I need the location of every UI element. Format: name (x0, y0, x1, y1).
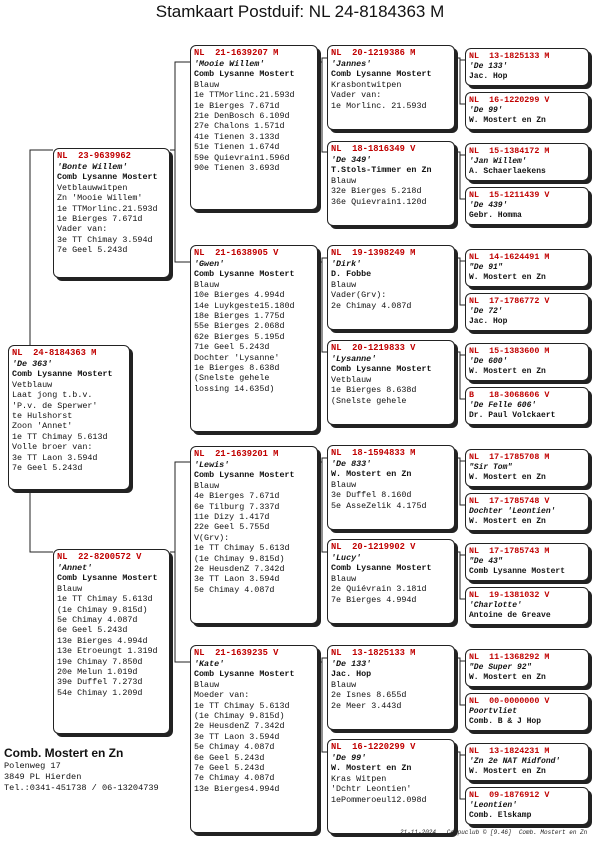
pigeon-card (327, 340, 455, 425)
connector-line (455, 552, 465, 599)
pigeon-name: 'De 99' (469, 105, 503, 115)
pigeon-card (465, 543, 589, 581)
owner-name: Comb Lysanne Mostert (57, 172, 158, 183)
pigeon-name: 'De 72' (469, 306, 503, 316)
pedigree-line: 1e TTMorlinc.21.593d (57, 203, 158, 214)
pigeon-name: "Sir Tom" (469, 462, 513, 472)
connector-line (318, 58, 327, 62)
pedigree-line: 59e Quievrain1.596d (194, 152, 290, 163)
pedigree-line: 39e Duffel 7.273d (57, 677, 143, 688)
pedigree-line: 1e Bierges 8.638d (331, 385, 417, 396)
pedigree-line: 19e Chimay 7.850d (57, 656, 143, 667)
pedigree-line: 'Dchtr Leontien' (331, 784, 412, 795)
connector-line (318, 658, 327, 662)
pigeon-card (327, 739, 455, 834)
pedigree-line: 71e Geel 5.243d (194, 342, 270, 353)
breeder-name: Comb. Mostert en Zn (4, 746, 124, 760)
owner-name: W. Mostert en Zn (469, 516, 546, 526)
connector-line (318, 458, 327, 462)
pigeon-card (190, 446, 318, 624)
connector-line (170, 552, 190, 662)
pedigree-line: (Snelste gehele (331, 395, 407, 406)
ring-number: NL 00-0000000 V (469, 696, 550, 706)
owner-name: Gebr. Homma (469, 210, 522, 220)
pedigree-line: 7e Chimay 4.087d (194, 773, 275, 784)
pedigree-line: (1e Chimay 9.815d) (194, 711, 285, 722)
connector-line (455, 752, 465, 799)
pigeon-name: 'De 133' (331, 659, 372, 669)
pedigree-line: 1e Morlinc. 21.593d (331, 100, 427, 111)
pedigree-line: 5e AsseZelik 4.175d (331, 500, 427, 511)
pigeon-name: 'Lysanne' (331, 354, 377, 364)
pigeon-name: 'Charlotte' (469, 600, 522, 610)
ring-number: NL 18-1816349 V (331, 144, 416, 154)
owner-name: Comb. B & J Hop (469, 716, 542, 726)
connector-line (318, 662, 327, 752)
owner-name: W. Mostert en Zn (469, 472, 546, 482)
pedigree-line: Blauw (57, 583, 83, 594)
ring-number: NL 11-1368292 M (469, 652, 550, 662)
pedigree-line: 1e TT Chimay 5.613d (194, 700, 290, 711)
pigeon-name: 'Gwen' (194, 259, 225, 269)
pigeon-name: 'Bonte Willem' (57, 162, 128, 172)
pedigree-line: 21e DenBosch 6.109d (194, 111, 290, 122)
pigeon-name: 'De 363' (12, 359, 53, 369)
owner-name: W. Mostert en Zn (469, 272, 546, 282)
pigeon-name: "De 43" (469, 556, 503, 566)
pigeon-name: 'Leontien' (469, 800, 518, 810)
connector-line (455, 658, 465, 705)
pigeon-name: "De 91" (469, 262, 503, 272)
ring-number: NL 21-1639207 M (194, 48, 279, 58)
pedigree-line: (Snelste gehele (194, 373, 270, 384)
pedigree-line: 32e Bierges 5.218d (331, 186, 422, 197)
ring-number: NL 13-1824231 M (469, 746, 550, 756)
pedigree-line: 36e Quievrain1.120d (331, 196, 427, 207)
pedigree-line: Blauw (194, 480, 220, 491)
owner-name: Jac. Hop (331, 669, 372, 680)
pedigree-line: 22e Geel 5.755d (194, 522, 270, 533)
owner-name: Jac. Hop (469, 71, 508, 81)
pedigree-line: Vetblauwwitpen (57, 182, 128, 193)
pedigree-line: Blauw (331, 573, 357, 584)
pedigree-line: 6e Geel 5.243d (194, 752, 265, 763)
pigeon-card (465, 48, 589, 86)
ring-number: NL 21-1638905 V (194, 248, 279, 258)
pedigree-line: 27e Chalons 1.571d (194, 121, 285, 132)
pedigree-line: 6e Geel 5.243d (57, 625, 128, 636)
owner-name: Jac. Hop (469, 316, 508, 326)
owner-name: Antoine de Greave (469, 610, 551, 620)
ring-number: NL 16-1220299 V (469, 95, 550, 105)
pedigree-line: 2e Quiévrain 3.181d (331, 584, 427, 595)
pigeon-card (327, 539, 455, 624)
ring-number: NL 15-1384172 M (469, 146, 550, 156)
pedigree-line: 3e TT Laon 3.594d (194, 574, 280, 585)
page-title: Stamkaart Postduif: NL 24-8184363 M (155, 2, 445, 21)
pigeon-name: "De Super 92" (469, 662, 532, 672)
pigeon-card (465, 187, 589, 225)
pedigree-line: 5e Chimay 4.087d (57, 615, 138, 626)
connector-line (455, 352, 465, 399)
owner-name: D. Fobbe (331, 269, 372, 280)
pedigree-line: 2e Meer 3.443d (331, 700, 402, 711)
pedigree-line: 7e Geel 5.243d (57, 245, 128, 256)
ring-number: NL 09-1876912 V (469, 790, 550, 800)
pigeon-name: 'De 833' (331, 459, 372, 469)
pigeon-card (465, 693, 589, 731)
owner-name: Comb Lysanne Mostert (57, 573, 158, 584)
pedigree-line: Blauw (194, 679, 220, 690)
pigeon-name: 'De Felle 606' (469, 400, 537, 410)
pedigree-line: 20e Melun 1.019d (57, 667, 138, 678)
pigeon-name: 'Jannes' (331, 59, 372, 69)
pigeon-card (190, 245, 318, 432)
pedigree-line: Moeder van: (194, 690, 250, 701)
pedigree-line: 2e HeusdenZ 7.342d (194, 564, 285, 575)
connector-line (318, 258, 327, 262)
owner-name: W. Mostert en Zn (331, 469, 412, 480)
breeder-info (4, 745, 159, 794)
pedigree-line: Blauw (194, 279, 220, 290)
owner-name: Comb Lysanne Mostert (12, 369, 113, 380)
ring-number: NL 21-1639201 M (194, 449, 279, 459)
pedigree-line: 1e TT Chimay 5.613d (194, 543, 290, 554)
ring-number: NL 17-1785748 V (469, 496, 550, 506)
pigeon-card (465, 143, 589, 181)
owner-name: Comb Lysanne Mostert (194, 470, 295, 481)
pedigree-line: Vader van: (57, 224, 108, 235)
pedigree-line: 13e Etroeungt 1.319d (57, 646, 158, 657)
pedigree-line: 3e TT Laon 3.594d (12, 452, 98, 463)
pedigree-line: V(Grv): (194, 532, 230, 543)
pedigree-line: 7e Bierges 4.994d (331, 594, 417, 605)
pigeon-card (465, 92, 589, 130)
owner-name: Comb. Elskamp (469, 810, 532, 820)
owner-name: Comb Lysanne Mostert (331, 69, 432, 80)
pigeon-card (327, 645, 455, 730)
ring-number: NL 23-9639962 (57, 151, 131, 161)
pedigree-line: 55e Bierges 2.068d (194, 321, 285, 332)
pigeon-name: 'De 133' (469, 61, 508, 71)
pedigree-line: Blauw (331, 479, 357, 490)
pedigree-line: 54e Chimay 1.209d (57, 687, 143, 698)
ring-number: NL 18-1594833 M (331, 448, 416, 458)
pigeon-card (465, 387, 589, 425)
pedigree-line: Kras Witpen (331, 773, 387, 784)
ring-number: NL 20-1219386 M (331, 48, 416, 58)
pigeon-name: Dochter 'Leontien' (469, 506, 556, 516)
pigeon-card (465, 587, 589, 625)
pigeon-name: 'Kate' (194, 659, 225, 669)
ring-number: NL 24-8184363 M (12, 348, 97, 358)
pigeon-name: 'De 99' (331, 753, 367, 763)
pedigree-line: Vader(Grv): (331, 290, 387, 301)
ring-number: NL 17-1785708 M (469, 452, 550, 462)
pedigree-line: lossing 14.635d) (194, 383, 275, 394)
pedigree-line: (1e Chimay 9.815d) (57, 604, 148, 615)
ring-number: NL 15-1211439 V (469, 190, 550, 200)
pigeon-card (53, 148, 170, 278)
pedigree-line: 2e Isnes 8.655d (331, 690, 407, 701)
connector-line (455, 58, 465, 104)
ring-number: NL 21-1639235 V (194, 648, 279, 658)
pigeon-name: 'De 600' (469, 356, 508, 366)
pedigree-line: 2e HeusdenZ 7.342d (194, 721, 285, 732)
pedigree-line: 5e Chimay 4.087d (194, 584, 275, 595)
pedigree-line: 10e Bierges 4.994d (194, 290, 285, 301)
pigeon-name: 'Mooie Willem' (194, 59, 265, 69)
connector-line (455, 458, 465, 505)
pedigree-line: 18e Bierges 1.775d (194, 311, 285, 322)
pigeon-name: 'Lucy' (331, 553, 362, 563)
pedigree-line: 3e TT Laon 3.594d (194, 731, 280, 742)
pigeon-card (327, 141, 455, 226)
owner-name: Comb Lysanne Mostert (331, 563, 432, 574)
ring-number: NL 20-1219902 V (331, 542, 416, 552)
pedigree-line: 11e Dizy 1.417d (194, 512, 270, 523)
pigeon-name: 'Jan Willem' (469, 156, 527, 166)
ring-number: NL 17-1785743 M (469, 546, 550, 556)
pedigree-line: 4e Bierges 7.671d (194, 491, 280, 502)
owner-name: Comb Lysanne Mostert (194, 69, 295, 80)
connector-line (170, 462, 190, 552)
ring-number: NL 14-1624491 M (469, 252, 550, 262)
owner-name: Comb Lysanne Mostert (331, 364, 432, 375)
owner-name: T.Stols-Timmer en Zn (331, 165, 432, 176)
pedigree-line: Vetblauw (331, 374, 372, 385)
connector-line (318, 262, 327, 352)
pedigree-line: 1e TT Chimay 5.613d (57, 594, 153, 605)
breeder-address-line: Polenweg 17 (4, 761, 61, 771)
ring-number: B 18-3068606 V (469, 390, 550, 400)
pedigree-line: Blauw (194, 79, 220, 90)
pigeon-name: 'Dirk' (331, 259, 362, 269)
ring-number: NL 19-1398249 M (331, 248, 416, 258)
pedigree-line: 51e Tienen 1.674d (194, 142, 280, 153)
pigeon-card (465, 649, 589, 687)
connector-line (30, 150, 53, 345)
pedigree-line: Laat jong t.b.v. (12, 390, 93, 401)
pedigree-line: Vetblauw (12, 379, 53, 390)
pigeon-card (190, 45, 318, 210)
pedigree-line: Blauw (331, 175, 357, 186)
pedigree-line: 7e Geel 5.243d (194, 763, 265, 774)
ring-number: NL 19-1381032 V (469, 590, 550, 600)
owner-name: W. Mostert en Zn (469, 672, 546, 682)
pigeon-card (465, 293, 589, 331)
owner-name: W. Mostert en Zn (331, 763, 412, 774)
breeder-phone: Tel.:0341-451738 / 06-13204739 (4, 783, 159, 793)
connector-line (455, 258, 465, 305)
pedigree-line: (1e Chimay 9.815d) (194, 553, 285, 564)
pigeon-card (327, 445, 455, 530)
pigeon-card (465, 787, 589, 825)
ring-number: NL 22-8200572 V (57, 552, 142, 562)
ring-number: NL 16-1220299 V (331, 742, 416, 752)
pedigree-line: Dochter 'Lysanne' (194, 352, 280, 363)
ring-number: NL 15-1383600 M (469, 346, 550, 356)
pigeon-card (465, 493, 589, 531)
pedigree-line: 1e Bierges 7.671d (194, 100, 280, 111)
pedigree-line: Volle broer van: (12, 442, 93, 453)
pedigree-line: 1e Bierges 8.638d (194, 363, 280, 374)
connector-line (170, 62, 190, 150)
pedigree-line: 2e Chimay 4.087d (331, 300, 412, 311)
pedigree-line: 'P.v. de Sperwer' (12, 400, 98, 411)
connector-line (455, 152, 465, 199)
ring-number: NL 17-1786772 V (469, 296, 550, 306)
owner-name: Dr. Paul Volckaert (469, 410, 556, 420)
ring-number: NL 13-1825133 M (469, 51, 550, 61)
pedigree-line: Vader van: (331, 90, 382, 101)
pedigree-line: Blauw (331, 279, 357, 290)
pigeon-card (465, 343, 589, 381)
pedigree-line: 14e Luykgeste15.180d (194, 300, 295, 311)
pigeon-name: 'Lewis' (194, 460, 230, 470)
pigeon-name: 'De 349' (331, 155, 372, 165)
pigeon-name: 'Annet' (57, 563, 93, 573)
pedigree-line: 1ePommeroeul12.098d (331, 794, 427, 805)
connector-line (318, 462, 327, 552)
owner-name: Comb Lysanne Mostert (194, 269, 295, 280)
pedigree-line: 62e Bierges 5.195d (194, 331, 285, 342)
pigeon-card (8, 345, 130, 490)
pigeon-card (327, 45, 455, 130)
pedigree-line: 1e TT Chimay 5.613d (12, 431, 108, 442)
breeder-address-line: 3849 PL Hierden (4, 772, 82, 782)
pedigree-line: Blauw (331, 679, 357, 690)
pigeon-card (465, 449, 589, 487)
connector-line (170, 150, 190, 262)
pedigree-line: 13e Bierges4.994d (194, 783, 280, 794)
footer-credit: 21-11-2024 Compuclub © [9.46] Comb. Mostert en Zn (400, 829, 588, 836)
owner-name: W. Mostert en Zn (469, 366, 546, 376)
owner-name: Comb Lysanne Mostert (194, 669, 295, 680)
pigeon-card (465, 743, 589, 781)
pedigree-line: 7e Geel 5.243d (12, 463, 83, 474)
pigeon-name: 'De 439' (469, 200, 508, 210)
pedigree-line: 41e Tienen 3.133d (194, 131, 280, 142)
owner-name: Comb Lysanne Mostert (469, 566, 566, 576)
ring-number: NL 13-1825133 M (331, 648, 416, 658)
pedigree-line: 3e TT Chimay 3.594d (57, 234, 153, 245)
pigeon-card (465, 249, 589, 287)
pedigree-line: 6e Tilburg 7.337d (194, 501, 280, 512)
pedigree-line: 3e Duffel 8.160d (331, 490, 412, 501)
pigeon-name: 'Zn 2e NAT Midfond' (469, 756, 561, 766)
pedigree-line: Zoon 'Annet' (12, 421, 73, 432)
ring-number: NL 20-1219833 V (331, 343, 416, 353)
pigeon-name: Poortvliet (469, 706, 518, 716)
pedigree-line: 5e Chimay 4.087d (194, 742, 275, 753)
connector-line (30, 490, 53, 552)
owner-name: A. Schaerlaekens (469, 166, 546, 176)
pigeon-card (190, 645, 318, 833)
pedigree-line: Zn 'Mooie Willem' (57, 193, 143, 204)
owner-name: W. Mostert en Zn (469, 115, 546, 125)
connector-line (318, 62, 327, 152)
pigeon-card (53, 549, 170, 734)
owner-name: W. Mostert en Zn (469, 766, 546, 776)
pedigree-line: te Hulshorst (12, 411, 73, 422)
pedigree-line: Krasbontwitpen (331, 79, 402, 90)
pedigree-line: 1e TTMorlinc.21.593d (194, 90, 295, 101)
pedigree-line: 1e Bierges 7.671d (57, 214, 143, 225)
pedigree-line: 90e Tienen 3.693d (194, 163, 280, 174)
pigeon-card (327, 245, 455, 330)
pedigree-line: 13e Bierges 4.994d (57, 635, 148, 646)
